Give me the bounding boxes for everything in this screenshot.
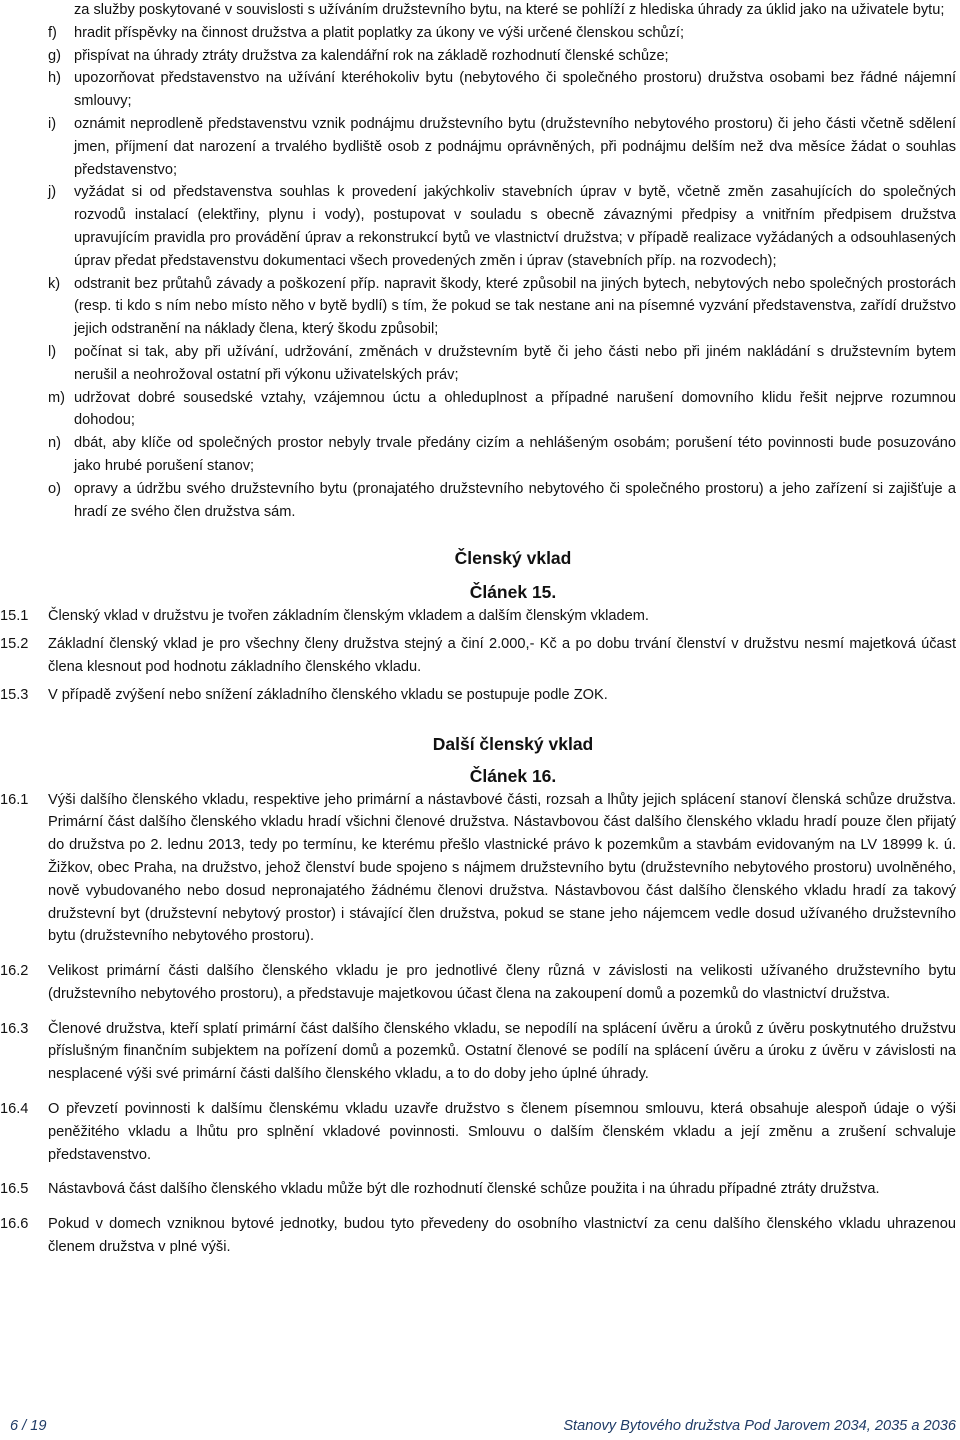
list-item-text: počínat si tak, aby při užívání, udržování, změnách v družstevním bytě či jeho části nebo při jiném nakládání s družstevním bytem nerušil a neohrožoval ostatní při výkonu uživatelských práv; <box>74 343 956 383</box>
paragraph-text: Velikost primární části dalšího členského vkladu je pro jednotlivé členy různá v závislosti na velikosti užívaného družstevního bytu (družstevního nebytového prostoru), a představuje majetkovou účast člena na zakoupení domů a pozemků do vlastnictví družstva. <box>48 963 956 1002</box>
paragraph-text: Pokud v domech vzniknou bytové jednotky, budou tyto převedeny do osobního vlastnictví za cenu dalšího členského vkladu uhrazenou členem družstva v plné výši. <box>48 1216 956 1256</box>
paragraph-text: O převzetí povinnosti k dalšímu členskému vkladu uzavře družstvo s členem písemnou smlouvu, která obsahuje alespoň údaje o výši peněžitého vkladu a lhůtu pro splnění vkladové povinnosti. Smlouvu o dalším členském vkladu a její změnu a zrušení schvaluje představenstvo. <box>48 1101 956 1163</box>
numbered-paragraph <box>0 1018 960 1086</box>
paragraph-number: 16.5 <box>0 1181 29 1198</box>
list-marker: i) <box>48 115 57 132</box>
list-item-text: hradit příspěvky na činnost družstva a platit poplatky za úkony ve výši určené členskou schůzí; <box>74 24 685 41</box>
list-item <box>0 45 960 68</box>
list-item-text: dbát, aby klíče od společných prostor nebyly trvale předány cizím a nehlášeným osobám; porušení této povinnosti bude posuzováno jako hrubé porušení stanov; <box>74 435 956 474</box>
paragraph-number: 15.2 <box>0 636 29 653</box>
list-marker: h) <box>48 70 61 87</box>
numbered-paragraph <box>0 789 960 949</box>
list-item-text: za služby poskytované v souvislosti s užíváním družstevního bytu, na které se pohlíží z hlediska úhrady za úklid jako na uživatele bytu; <box>74 2 945 18</box>
list-marker: j) <box>48 184 57 201</box>
paragraph-text: Výši dalšího členského vkladu, respektive jeho primární a nástavbové části, rozsah a lhůty jejich splácení stanoví členská schůze družstva. Primární část dalšího členského vkladu hradí všichni členové družstva. Nástavbovou část dalšího členského vkladu hradí pouze člen přijatý do družstva po 2. lednu 2013, tedy po termínu, ke kterému přešlo vlastnické právo k pozemkům a stavbám evidovaným na LV 18999 k. ú. Žižkov, obec Praha, na družstvo, jehož členství bude spojeno s nájmem družstevního bytu (družstevního nebytového prostoru) uvolněného, nově vybudovaného nebo dosud nepronajatého žádnému členovi družstva. Nástavbovou část dalšího členského vkladu hradí za takový družstevní byt (družstevní nebytový prostor) i stávající člen družstva, pokud se stane jeho nájemcem vedle dosud užívaného družstevního bytu (družstevního nebytového prostoru). <box>48 791 956 945</box>
page-footer <box>0 1414 960 1438</box>
list-item-text: udržovat dobré sousedské vztahy, vzájemnou úctu a ohleduplnost a případné narušení domovního klidu řešit nejprve rozumnou dohodou; <box>74 389 956 429</box>
list-item <box>0 22 960 45</box>
numbered-paragraph <box>0 1213 960 1259</box>
numbered-paragraph <box>0 1098 960 1166</box>
list-item <box>0 67 960 113</box>
list-marker: g) <box>48 47 61 64</box>
list-item-text: vyžádat si od představenstva souhlas k provedení jakýchkoliv stavebních úprav v bytě, včetně změn zasahujících do společných rozvodů instalací (elektřiny, plynu i vody), postupovat v souladu s obecně závaznými předpisy a vnitřním předpisem družstva upravujícím pravidla pro provádění úprav a rekonstrukcí bytů ve vlastnictví družstva; v případě realizace vyžádaných a odsouhlasených úprav předat představenstvu dokumentaci všech provedených změn i úprav (stavebních příp. na rozvodech); <box>74 184 956 269</box>
page-number: 6 / 19 <box>10 1418 47 1434</box>
list-marker: n) <box>48 435 61 452</box>
paragraph-text: V případě zvýšení nebo snížení základního členského vkladu se postupuje podle ZOK. <box>48 686 608 703</box>
paragraph-text: Členové družstva, kteří splatí primární část dalšího členského vkladu, se nepodílí na splácení úvěru a úroků z úvěru poskytnutého družstvu příslušným finančním subjektem na pořízení domů a pozemků. Ostatní členové se podílí na splácení úvěru a úroku z úvěru v závislosti na nesplacené výši své primární části dalšího členského vkladu, a to do doby jeho úplné úhrady. <box>48 1020 956 1083</box>
list-item-continuation <box>0 0 960 22</box>
paragraph-text: Členský vklad v družstvu je tvořen základním členským vkladem a dalším členským vkladem. <box>48 608 649 625</box>
paragraph-number: 15.1 <box>0 608 29 625</box>
list-item <box>0 387 960 433</box>
paragraph-number: 16.1 <box>0 791 29 808</box>
numbered-paragraph <box>0 960 960 1006</box>
list-item-text: upozorňovat představenstvo na užívání kteréhokoliv bytu (nebytového či společného prostoru) družstva osobami bez řádné nájemní smlouvy; <box>74 70 956 110</box>
paragraph-number: 16.6 <box>0 1216 29 1233</box>
paragraph-number: 16.3 <box>0 1020 29 1037</box>
article-heading: Článek 15. <box>469 582 557 603</box>
article-heading: Článek 16. <box>469 765 557 786</box>
list-item-text: opravy a údržbu svého družstevního bytu (pronajatého družstevního nebytového či společného prostoru) a jeho zařízení si zajišťuje a hradí ze svého člen družstva sám. <box>74 480 956 520</box>
list-item-text: odstranit bez průtahů závady a poškození příp. napravit škody, které způsobil na jiných bytech, nebytových nebo společných prostorách (resp. ti kdo s ním nebo místo něho v bytě bydlí) s tím, že pokud se tak nestane ani na písemné vyzvání představenstva, zařídí družstvo jejich odstranění na náklady člena, který škodu způsobil; <box>74 275 956 338</box>
list-marker: l) <box>48 343 57 360</box>
numbered-paragraph <box>0 605 960 628</box>
list-item <box>0 273 960 341</box>
section-heading: Členský vklad <box>454 548 572 569</box>
list-item <box>0 113 960 181</box>
list-item <box>0 432 960 478</box>
list-marker: m) <box>48 389 66 406</box>
numbered-paragraph <box>0 1178 960 1201</box>
list-item <box>0 341 960 387</box>
list-item <box>0 478 960 524</box>
list-item-text: oznámit neprodleně představenstvu vznik podnájmu družstevního bytu (družstevního nebytového prostoru) či jeho části včetně sdělení jmen, příjmení dat narození a trvalého bydliště osob z podnájmu oprávněných, při podnájmu delším než dva měsíce žádat o souhlas představenstvo; <box>74 115 956 178</box>
paragraph-text: Nástavbová část dalšího členského vkladu může být dle rozhodnutí členské schůze použita i na úhradu případné ztráty družstva. <box>48 1181 880 1198</box>
numbered-paragraph <box>0 684 960 707</box>
list-item <box>0 181 960 272</box>
paragraph-number: 15.3 <box>0 686 29 703</box>
list-marker: o) <box>48 480 61 497</box>
paragraph-text: Základní členský vklad je pro všechny členy družstva stejný a činí 2.000,- Kč a po dobu trvání členství v družstvu nesmí majetková účast člena klesnout pod hodnotu základního členského vkladu. <box>48 636 956 675</box>
section-heading: Další členský vklad <box>432 733 594 754</box>
document-title: Stanovy Bytového družstva Pod Jarovem 2034, 2035 a 2036 <box>563 1418 956 1434</box>
list-marker: f) <box>48 24 57 41</box>
paragraph-number: 16.4 <box>0 1101 29 1118</box>
list-marker: k) <box>48 275 61 292</box>
numbered-paragraph <box>0 633 960 679</box>
paragraph-number: 16.2 <box>0 963 29 980</box>
list-item-text: přispívat na úhrady ztráty družstva za kalendářní rok na základě rozhodnutí členské schůze; <box>74 47 669 64</box>
